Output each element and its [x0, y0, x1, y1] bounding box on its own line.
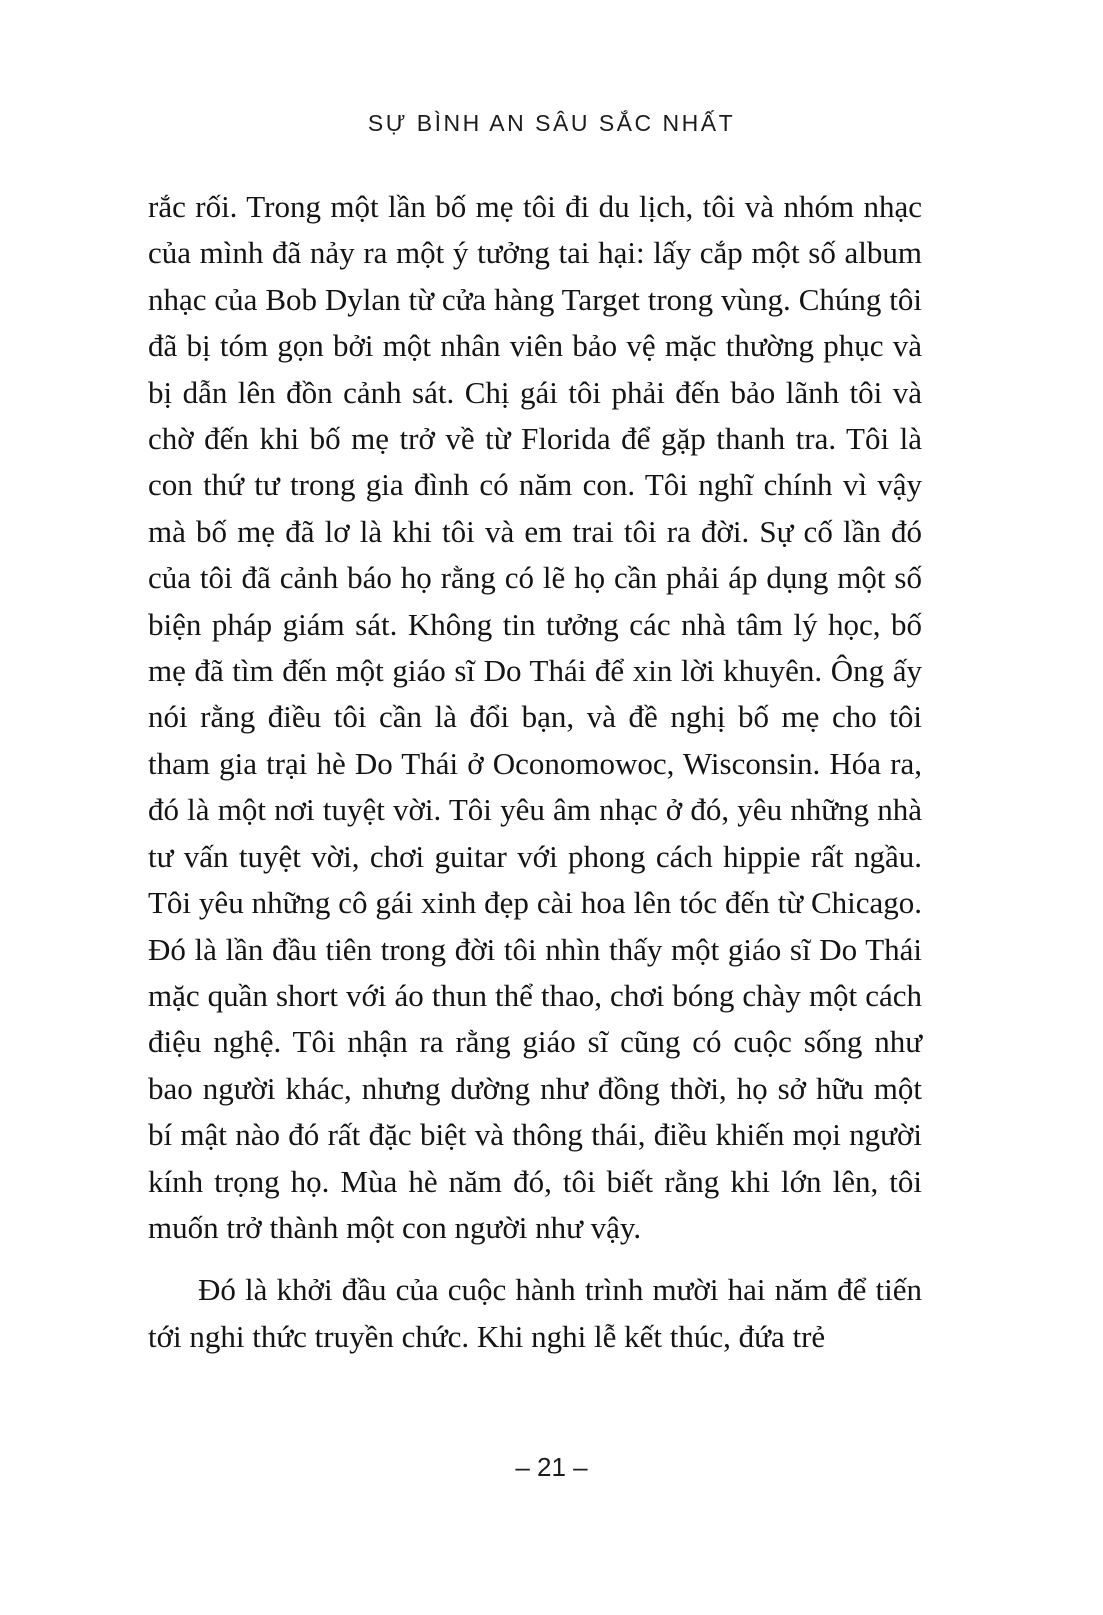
paragraph-continuation: rắc rối. Trong một lần bố mẹ tôi đi du lịch, tôi và nhóm nhạc của mình đã nảy ra một ý tưởng tai hại: lấy cắp một số album nhạc của Bob Dylan từ cửa hàng Target trong vùng. Chúng tôi đã bị tóm gọn bởi một nhân viên bảo vệ mặc thường phục và bị dẫn lên đồn cảnh sát. Chị gái tôi phải đến bảo lãnh tôi và chờ đến khi bố mẹ trở về từ Florida để gặp thanh tra. Tôi là con thứ tư trong gia đình có năm con. Tôi nghĩ chính vì vậy mà bố mẹ đã lơ là khi tôi và em trai tôi ra đời. Sự cố lần đó của tôi đã cảnh báo họ rằng có lẽ họ cần phải áp dụng một số biện pháp giám sát. Không tin tưởng các nhà tâm lý học, bố mẹ đã tìm đến một giáo sĩ Do Thái để xin lời khuyên. Ông ấy nói rằng điều tôi cần là đổi bạn, và đề nghị bố mẹ cho tôi tham gia trại hè Do Thái ở Oconomowoc, Wisconsin. Hóa ra, đó là một nơi tuyệt vời. Tôi yêu âm nhạc ở đó, yêu những nhà tư vấn tuyệt vời, chơi guitar với phong cách hippie rất ngầu. Tôi yêu những cô gái xinh đẹp cài hoa lên tóc đến từ Chicago. Đó là lần đầu tiên trong đời tôi nhìn thấy một giáo sĩ Do Thái mặc quần short với áo thun thể thao, chơi bóng chày một cách điệu nghệ. Tôi nhận ra rằng giáo sĩ cũng có cuộc sống như bao người khác, nhưng dường như đồng thời, họ sở hữu một bí mật nào đó rất đặc biệt và thông thái, điều khiến mọi người kính trọng họ. Mùa hè năm đó, tôi biết rằng khi lớn lên, tôi muốn trở thành một con người như vậy. [148, 189, 922, 1245]
running-head-title: SỰ BÌNH AN SÂU SẮC NHẤT [367, 110, 736, 136]
body-text-block [148, 184, 922, 1360]
page-number: – 21 – [515, 1452, 588, 1482]
paragraph-new: Đó là khởi đầu của cuộc hành trình mười hai năm để tiến tới nghi thức truyền chức. Khi nghi lễ kết thúc, đứa trẻ [148, 1272, 922, 1354]
